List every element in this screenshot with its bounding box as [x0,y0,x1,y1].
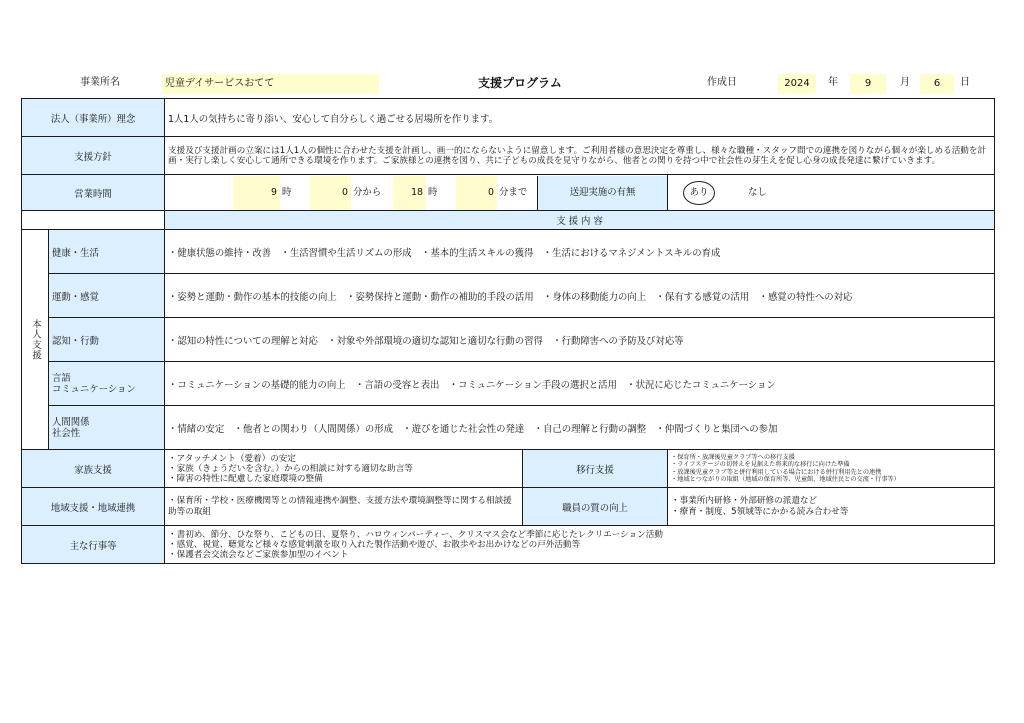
end-hour-unit: 時 [428,186,438,198]
date-label: 作成日 [707,77,737,88]
personal-support-label: 本人支援 [30,318,41,361]
end-min-field[interactable]: 0 [456,176,497,210]
events-label: 主な行事等 [22,526,165,564]
domain-text-health[interactable]: ・健康状態の維持・改善 ・生活習慣や生活リズムの形成 ・基本的生活スキルの獲得 ・生活におけるマネジメントスキルの育成 [165,230,995,274]
policy-text[interactable]: 支援及び支援計画の立案には1人1人の個性に合わせた支援を計画し、画一的にならないように留意します。ご利用者様の意思決定を尊重し、様々な職種・スタッフ間での連携を図りながら個々が楽しめる活動を計画・実行し楽しく安心して通所できる環境を作ります。ご家族様との連携を図り、共に子どもの成長を見守りながら、他者との関りを持つ中で社会性の芽生えを促し心身の成長発達に繋げていきます。 [165,137,995,175]
domain-text-communication[interactable]: ・コミュニケーションの基礎的能力の向上 ・言語の受容と表出 ・コミュニケーション手段の選択と活用 ・状況に応じたコミュニケーション [165,362,995,406]
family-support-text[interactable] [165,450,523,488]
transport-label: 送迎実施の有無 [537,176,667,210]
domain-text-motor[interactable]: ・姿勢と運動・動作の基本的技能の向上 ・姿勢保持と運動・動作の補助的手段の活用 ・身体の移動能力の向上 ・保有する感覚の活用 ・感覚の特性への対応 [165,274,995,318]
transition-line: ・地域とつながりの取組（地域の保育所等、児童館、地域住民との交流・行事等） [671,475,900,483]
domain-label-motor: 運動・感覚 [49,274,165,318]
policy-label: 支援方針 [22,137,165,175]
staff-quality-label: 職員の質の向上 [523,488,668,526]
page-title: 支援プログラム [478,76,562,90]
transition-line: ・ライフステージの切替えを見据えた将来的な移行に向けた準備 [671,461,850,469]
family-line: ・アタッチメント（愛着）の安定 [168,453,296,464]
staff-line: ・事業所内研修・外部研修の派遣など [671,495,818,506]
domain-label-social: 人間関係 社会性 [49,406,165,450]
transition-support-text[interactable] [668,450,995,488]
end-hour-field[interactable]: 18 [393,176,426,210]
domain-text-cognition[interactable]: ・認知の特性についての理解と対応 ・対象や外部環境の適切な認知と適切な行動の習得 ・行動障害への予防及び対応等 [165,318,995,362]
day-unit: 日 [960,77,970,88]
personal-support-label-cell [22,230,49,450]
domain-label-communication: 言語 コミュニケーション [49,362,165,406]
transition-support-label: 移行支援 [523,450,668,488]
family-support-label: 家族支援 [22,450,165,488]
year-unit: 年 [828,77,838,88]
domain-label-health: 健康・生活 [49,230,165,274]
support-program-table [21,98,995,564]
event-line: ・感覚、視覚、聴覚など様々な感覚刺激を取り入れた製作活動や遊び、お散歩やお出かけなどの戸外活動等 [168,539,581,550]
philosophy-text[interactable]: 1人1人の気持ちに寄り添い、安心して自分らしく過ごせる居場所を作ります。 [165,99,995,137]
community-support-text[interactable]: ・保育所・学校・医療機関等との情報連携や調整、支援方法や環境調整等に関する相談援助等の取組 [165,488,523,526]
support-header-spacer [22,211,165,230]
office-name-field[interactable]: 児童デイサービスおてて [162,74,379,94]
events-text[interactable] [165,526,995,564]
transport-no-option[interactable]: なし [748,186,767,198]
start-hour-unit: 時 [282,186,292,198]
month-unit: 月 [900,77,910,88]
start-min-field[interactable]: 0 [310,176,351,210]
hours-label: 営業時間 [22,175,165,211]
day-field[interactable]: 6 [920,74,954,94]
staff-quality-text[interactable] [668,488,995,526]
transition-line: ・保育所・放課後児童クラブ等への移行支援 [671,453,795,461]
office-label: 事業所名 [80,77,120,88]
hours-cell [165,175,668,211]
event-line: ・保護者会交流会などご家族参加型のイベント [168,549,349,560]
month-field[interactable]: 9 [850,74,886,94]
support-content-header: 支 援 内 容 [165,211,995,230]
transport-options [668,175,995,211]
year-field[interactable]: 2024 [778,74,816,94]
family-line: ・障害の特性に配慮した家庭環境の整備 [168,473,323,484]
transport-yes-option[interactable]: あり [683,181,715,205]
domain-label-cognition: 認知・行動 [49,318,165,362]
family-line: ・家族（きょうだいを含む。）からの相談に対する適切な助言等 [168,463,413,474]
start-hour-field[interactable]: 9 [233,176,280,210]
community-support-label: 地域支援・地域連携 [22,488,165,526]
until-unit: 分まで [499,186,528,198]
staff-line: ・療育・制度、5領域等にかかる読み合わせ等 [671,506,849,517]
domain-text-social[interactable]: ・情緒の安定 ・他者との関わり（人間関係）の形成 ・遊びを通じた社会性の発達 ・自己の理解と行動の調整 ・仲間づくりと集団への参加 [165,406,995,450]
from-unit: 分から [353,186,382,198]
philosophy-label: 法人（事業所）理念 [22,99,165,137]
event-line: ・書初め、節分、ひな祭り、こどもの日、夏祭り、ハロウィンパーティー、クリスマス会など季節に応じたレクリエーション活動 [168,529,663,540]
transition-line: ・放課後児童クラブ等と併行利用している場合における併行利用先との連携 [671,468,882,476]
